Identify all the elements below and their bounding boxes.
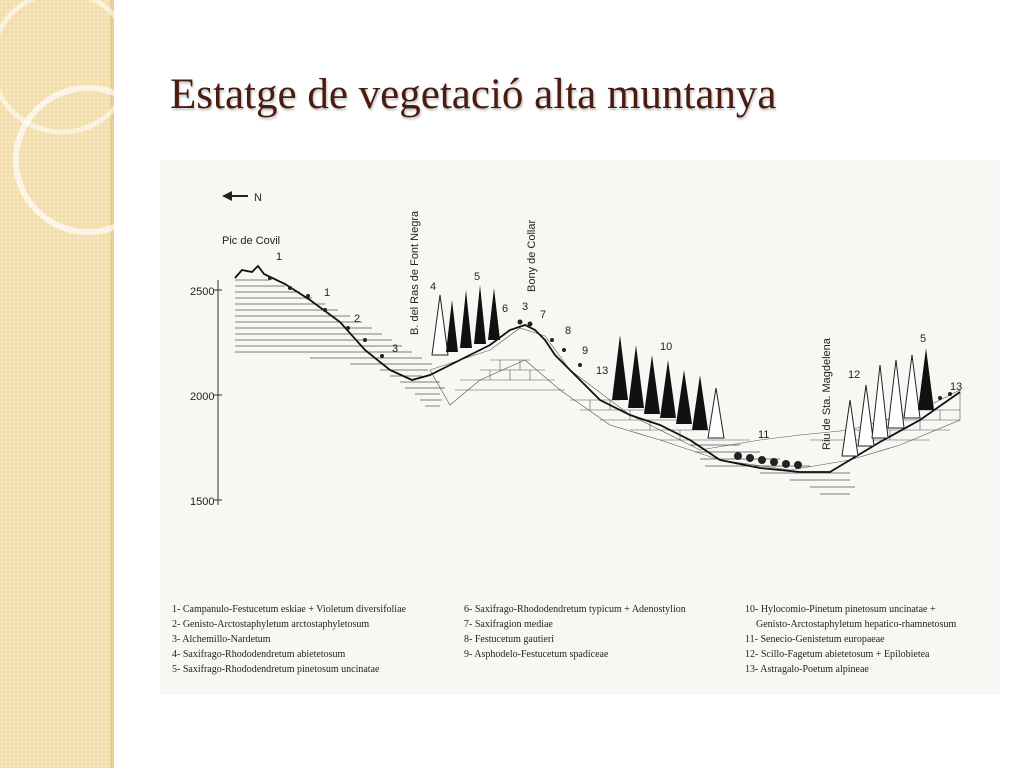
deco-ring-top	[0, 0, 132, 132]
slide-title: Estatge de vegetació alta muntanya	[170, 71, 777, 118]
legend-item: 10- Hylocomio-Pinetum pinetosum uncinatae +	[745, 604, 936, 615]
zone-number: 2	[354, 313, 361, 325]
legend-item: Genisto-Arctostaphyletum hepatico-rhamnetosum	[756, 619, 957, 630]
zone-number: 9	[582, 345, 589, 357]
vegetation-profile-figure	[160, 160, 1000, 695]
zone-number: 1	[324, 287, 331, 299]
legend-item: 12- Scillo-Fagetum abietetosum + Epilobietea	[745, 649, 930, 660]
zone-number: 8	[565, 325, 572, 337]
legend-item: 5- Saxifrago-Rhododendretum pinetosum uncinatae	[172, 664, 380, 675]
zone-number: 4	[430, 281, 437, 293]
legend-item: 8- Festucetum gautieri	[464, 634, 554, 645]
legend-item: 2- Genisto-Arctostaphyletum arctostaphyletosum	[172, 619, 370, 630]
zone-number: 10	[660, 341, 673, 353]
zone-number: 7	[540, 309, 547, 321]
altitude-label: 2000	[190, 391, 215, 403]
decorative-circles	[0, 0, 160, 768]
legend-item: 3- Alchemillo-Nardetum	[172, 634, 271, 645]
river-label: Riu de Sta. Magdelena	[821, 338, 833, 450]
ridge-label: Bony de Collar	[526, 219, 538, 292]
altitude-label: 2500	[190, 286, 215, 298]
ravine-label: B. del Ras de Font Negra	[409, 210, 421, 335]
legend-item: 1- Campanulo-Festucetum eskiae + Violetum diversifoliae	[172, 604, 406, 615]
legend-item: 7- Saxifragion mediae	[464, 619, 553, 630]
zone-number: 5	[474, 271, 481, 283]
zone-number: 13	[596, 365, 609, 377]
zone-number: 13	[950, 381, 963, 393]
zone-number: 11	[758, 429, 770, 441]
deco-ring-large	[16, 88, 160, 232]
legend-item: 4- Saxifrago-Rhododendretum abietetosum	[172, 649, 346, 660]
legend-item: 13- Astragalo-Poetum alpineae	[745, 664, 869, 675]
legend-item: 9- Asphodelo-Festucetum spadiceae	[464, 649, 609, 660]
zone-number: 3	[392, 343, 399, 355]
zone-number: 6	[502, 303, 509, 315]
peak-label: Pic de Covil	[222, 235, 281, 247]
zone-number: 3	[522, 301, 529, 313]
legend-item: 6- Saxifrago-Rhododendretum typicum + Adenostylion	[464, 604, 686, 615]
zone-number: 5	[920, 333, 927, 345]
altitude-label: 1500	[190, 496, 215, 508]
legend-item: 11- Senecio-Genistetum europaeae	[745, 634, 885, 645]
vegetation-profile-svg	[160, 160, 1000, 695]
zone-number: 12	[848, 369, 861, 381]
zone-number: 1	[276, 251, 283, 263]
north-label: N	[254, 192, 262, 204]
